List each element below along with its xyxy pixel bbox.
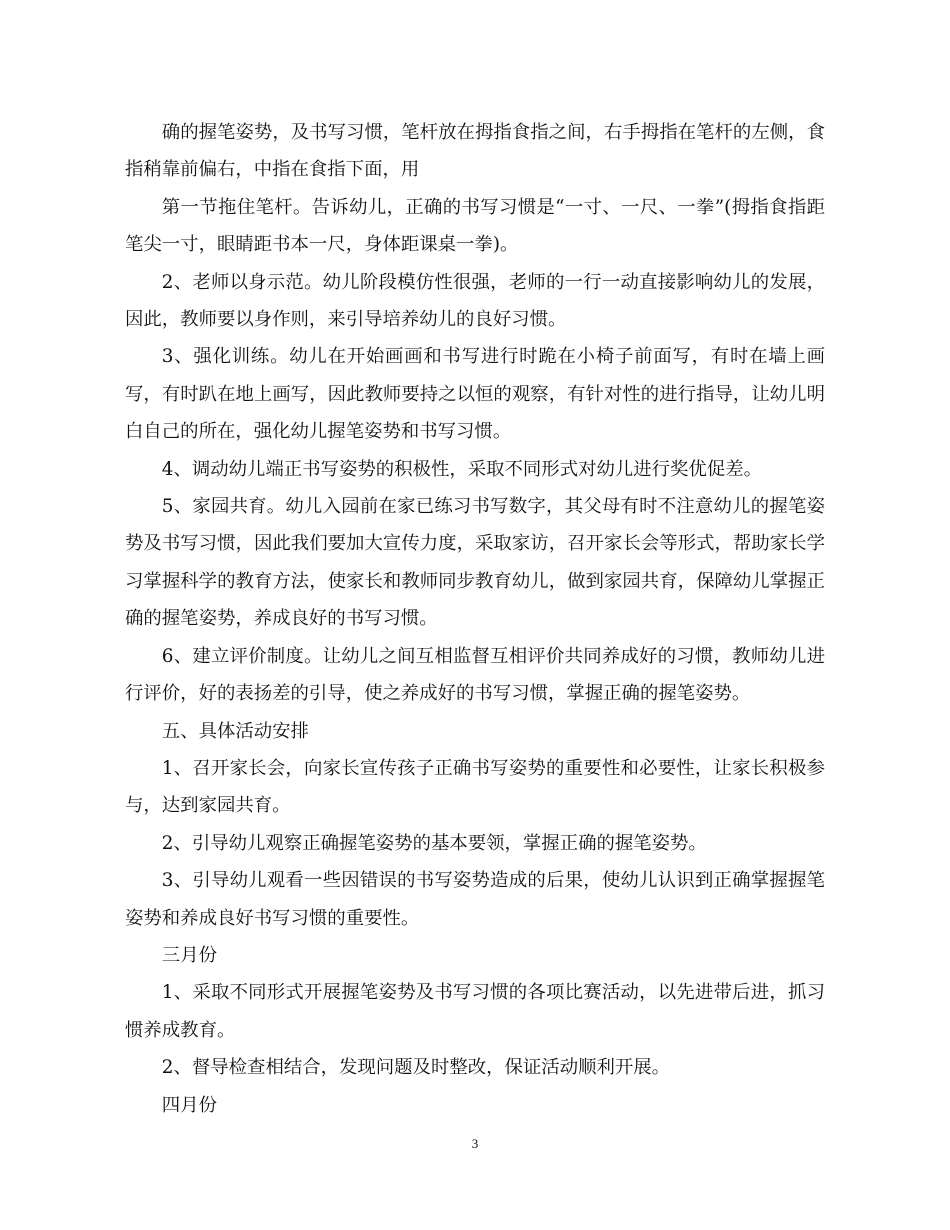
page-number: 3 <box>471 1136 479 1151</box>
month-heading-april: 四月份 <box>161 1094 217 1116</box>
paragraph-supervision: 2、督导检查相结合，发现问题及时整改，保证活动顺利开展。 <box>161 1057 671 1079</box>
paragraph-writing-habit-rule: 第一节拖住笔杆。告诉幼儿，正确的书写习惯是“一寸、一尺、一拳”(拇指食指距笔尖一寸，眼睛距书本一尺，身体距课桌一拳)。 <box>125 196 825 256</box>
paragraph-grip-posture: 确的握笔姿势，及书写习惯，笔杆放在拇指食指之间，右手拇指在笔杆的左侧，食指稍靠前偏右，中指在食指下面，用 <box>125 122 825 181</box>
month-heading-march: 三月份 <box>161 944 217 966</box>
paragraph-motivation: 4、调动幼儿端正书写姿势的积极性，采取不同形式对幼儿进行奖优促差。 <box>161 458 762 480</box>
document-body <box>125 114 825 1124</box>
paragraph-evaluation-system: 6、建立评价制度。让幼儿之间互相监督互相评价共同养成好的习惯，教师幼儿进行评价，好的表扬差的引导，使之养成好的书写习惯，掌握正确的握笔姿势。 <box>125 645 825 705</box>
paragraph-teacher-example: 2、老师以身示范。幼儿阶段模仿性很强，老师的一行一动直接影响幼儿的发展，因此，教师要以身作则，来引导培养幼儿的良好习惯。 <box>125 271 825 331</box>
paragraph-watch-consequences: 3、引导幼儿观看一些因错误的书写姿势造成的后果，使幼儿认识到正确掌握握笔姿势和养成良好书写习惯的重要性。 <box>125 870 825 929</box>
section-heading-activity-plan: 五、具体活动安排 <box>161 720 309 742</box>
paragraph-home-school: 5、家园共育。幼儿入园前在家已练习书写数字，其父母有时不注意幼儿的握笔姿势及书写习惯，因此我们要加大宣传力度，采取家访，召开家长会等形式，帮助家长学习掌握科学的教育方法，使家长和教师同步教育幼儿，做到家园共育，保障幼儿掌握正确的握笔姿势，养成良好的书写习惯。 <box>125 496 825 630</box>
paragraph-intensive-training: 3、强化训练。幼儿在开始画画和书写进行时跪在小椅子前面写，有时在墙上画写，有时趴在地上画写，因此教师要持之以恒的观察，有针对性的进行指导，让幼儿明白自己的所在，强化幼儿握笔姿势和书写习惯。 <box>125 346 825 443</box>
paragraph-competitions: 1、采取不同形式开展握笔姿势及书写习惯的各项比赛活动，以先进带后进，抓习惯养成教育。 <box>125 982 825 1041</box>
paragraph-observe-grip: 2、引导幼儿观察正确握笔姿势的基本要领，掌握正确的握笔姿势。 <box>161 832 707 854</box>
paragraph-parent-meeting: 1、召开家长会，向家长宣传孩子正确书写姿势的重要性和必要性，让家长积极参与，达到家园共育。 <box>125 757 825 817</box>
